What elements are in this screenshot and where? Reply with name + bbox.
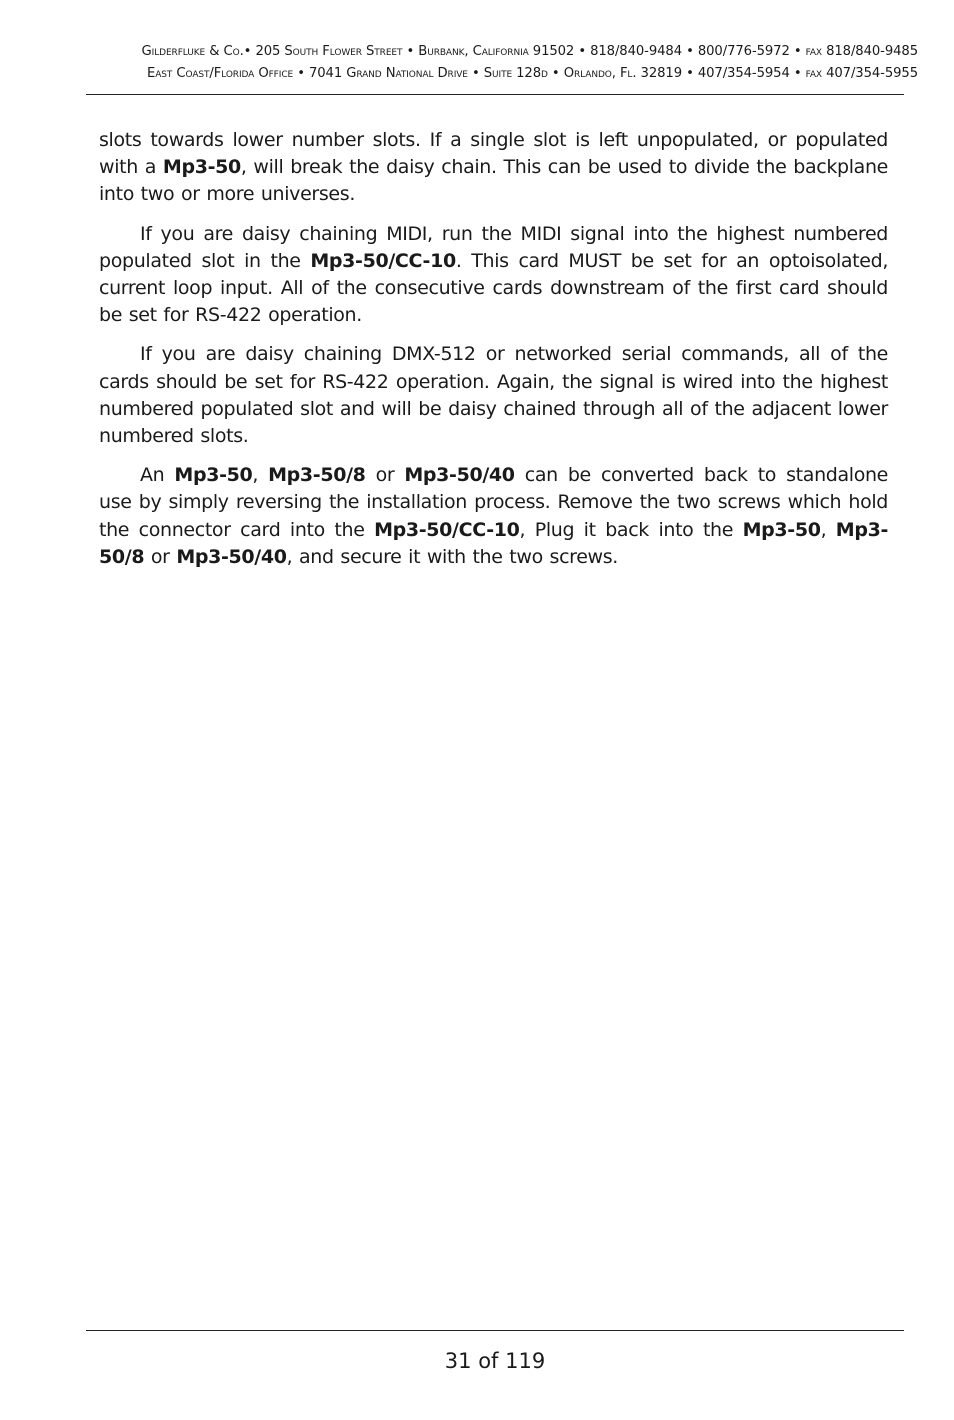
text-run: or [365, 464, 405, 487]
paragraph-4 [99, 462, 888, 571]
fax-number: 818/840-9485 [826, 44, 918, 59]
paragraph-1 [99, 127, 888, 209]
text-run: An [140, 464, 175, 487]
page-number [0, 1346, 954, 1376]
text-run: can be converted back to standalone use by simply reversing the installation process. Remove the two screws which hold the connector card into the [99, 464, 888, 541]
text-run: If you are daisy chaining MIDI, run the MIDI signal into the highest numbered populated slot in the [99, 222, 888, 272]
text-run: . This card MUST be set for an optoisolated, current loop input. All of the consecutive cards downstream of the first card should be set for RS-422 operation. [99, 249, 889, 327]
product-name: Mp3-50 [174, 464, 253, 487]
product-name: Mp3-50 [162, 156, 241, 179]
east-office-name: East Coast/Florida Office [147, 66, 294, 81]
header-divider [86, 94, 904, 95]
east-office-address: • 7041 Grand National Drive • Suite 128d • Orlando, Fl. 32819 • 407/354-5954 • [297, 66, 802, 81]
product-name: Mp3-50/CC-10 [310, 249, 456, 272]
header-line-main-office [70, 41, 918, 63]
footer-divider [86, 1330, 904, 1331]
product-name: Mp3-50/CC-10 [374, 518, 520, 541]
header-line-east-office [70, 63, 918, 85]
company-name: Gilderfluke & Co. [141, 44, 244, 59]
fax-label: fax [805, 66, 822, 81]
product-name: Mp3-50 [742, 518, 821, 541]
paragraph-3 [99, 341, 888, 450]
document-body [99, 127, 888, 583]
product-name: Mp3-50/40 [404, 464, 515, 487]
text-run: slots towards lower number slots. If a single slot is left unpopulated, or populated with a [99, 129, 888, 179]
main-office-address: • 205 South Flower Street • Burbank, California 91502 • 818/840-9484 • 800/776-5972 • [243, 44, 802, 59]
product-name: Mp3-50/40 [176, 545, 287, 568]
text-run: , [252, 464, 269, 487]
text-run: If you are daisy chaining DMX-512 or networked serial commands, all of the cards should be set for RS-422 operation. Again, the signal is wired into the highest numbered populated slot and will be daisy chained through all of the adjacent lower numbered slots. [99, 343, 888, 448]
page-header [70, 41, 918, 85]
text-run: , will break the daisy chain. This can be used to divide the backplane into two or more universes. [99, 156, 888, 206]
text-run: or [144, 545, 177, 568]
text-run: , Plug it back into the [519, 518, 743, 541]
fax-number: 407/354-5955 [826, 66, 918, 81]
paragraph-2 [99, 221, 888, 330]
text-run: , [820, 518, 836, 541]
text-run: , and secure it with the two screws. [286, 545, 618, 568]
product-name: Mp3-50/8 [99, 518, 888, 568]
product-name: Mp3-50/8 [268, 464, 366, 487]
fax-label: fax [805, 44, 822, 59]
page-number-text: 31 of 119 [444, 1349, 546, 1373]
